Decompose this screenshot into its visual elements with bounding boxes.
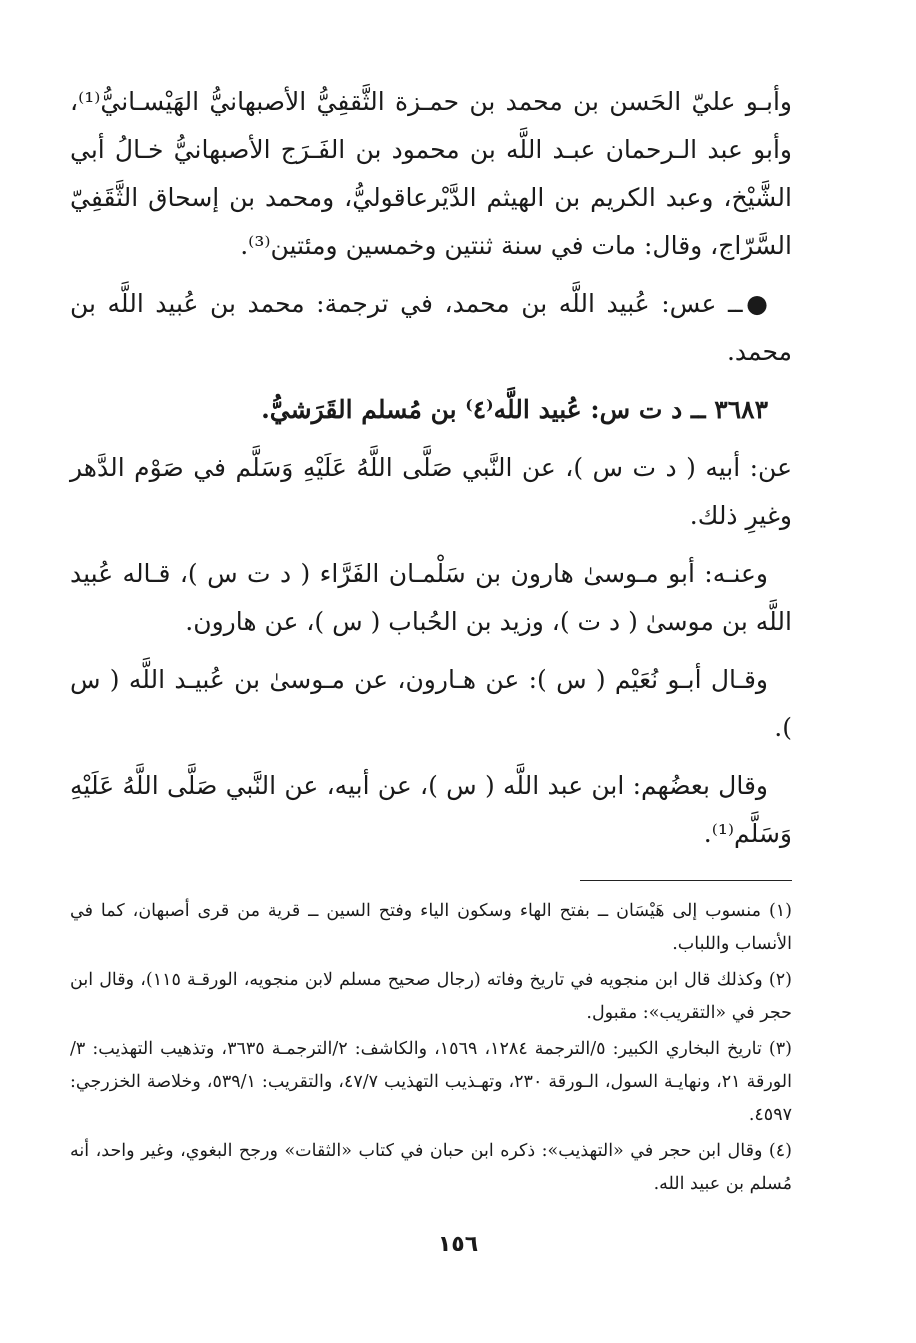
footnote-2 xyxy=(70,964,792,1030)
footnote-4 xyxy=(70,1135,792,1201)
footnote-text: وكذلك قال ابن منجويه في تاريخ وفاته (رجال صحيح مسلم لابن منجويه، الورقـة ١١٥)، وقال ابن حجر في «التقريب»: مقبول. xyxy=(70,970,792,1023)
entry-heading: ٣٦٨٣ ــ د ت س: عُبيد اللَّه⁽٤⁾ بن مُسلم القَرَشيُّ. xyxy=(261,395,768,424)
page-number: ١٥٦ xyxy=(437,1232,479,1257)
footnote-number: (٢) xyxy=(768,970,792,990)
page-body xyxy=(70,78,792,1204)
main-text xyxy=(70,78,792,858)
footnotes xyxy=(70,895,792,1201)
footnote-1 xyxy=(70,895,792,961)
footnote-text: وقال ابن حجر في «التهذيب»: ذكره ابن حبان في كتاب «الثقات» ورجح البغوي، وغير واحد، أنه مُسلم بن عبيد الله. xyxy=(70,1141,792,1194)
footnote-separator xyxy=(580,880,792,881)
paragraph-narrated-from: عن: أبيه ( د ت س )، عن النَّبي صَلَّى اللَّهُ عَلَيْهِ وَسَلَّم في صَوْم الدَّهر وغيرِ ذلك. xyxy=(70,453,792,530)
footnote-number: (٣) xyxy=(768,1039,792,1059)
paragraph-continuation: وأبـو عليّ الحَسن بن محمد بن حمـزة الثَّقفِيُّ الأصبهانيُّ الهَيْسـانيُّ⁽¹⁾، وأبو عبد الـرحمان عبـد اللَّه بن محمود بن الفَـرَج الأصبهانيُّ خـالُ أبي الشَّيْخ، وعبد الكريم بن الهيثم الدَّيْرعاقوليُّ، ومحمد بن إسحاق الثَّقَفِيّ السَّرّاج، وقال: مات في سنة ثنتين وخمسين ومئتين⁽³⁾. xyxy=(70,87,792,260)
paragraph-cross-reference: ●ــ عس: عُبيد اللَّه بن محمد، في ترجمة: محمد بن عُبيد اللَّه بن محمد. xyxy=(70,289,792,366)
footnote-number: (٤) xyxy=(768,1141,792,1161)
paragraph-narrated-by: وعنـه: أبو مـوسىٰ هارون بن سَلْمـان الفَرَّاء ( د ت س )، قـاله عُبيد اللَّه بن موسىٰ ( د ت )، وزيد بن الحُباب ( س )، عن هارون. xyxy=(70,559,792,636)
footnote-3 xyxy=(70,1033,792,1132)
footnote-text: تاريخ البخاري الكبير: ٥/الترجمة ١٢٨٤، ١٥٦٩، والكاشف: ٢/الترجمـة ٣٦٣٥، وتذهيب التهذيب: ٣/الورقة ٢١، ونهايـة السول، الـورقة ٢٣٠، وتهـذيب التهذيب ٤٧/٧، والتقريب: ٥٣٩/١، وخلاصة الخزرجي: ٤٥٩٧. xyxy=(70,1039,792,1125)
footnote-number: (١) xyxy=(768,901,792,921)
paragraph-abu-nuaym: وقـال أبـو نُعَيْم ( س ): عن هـارون، عن مـوسىٰ بن عُبيـد اللَّه ( س ). xyxy=(70,665,792,742)
paragraph-some-said: وقال بعضُهم: ابن عبد اللَّه ( س )، عن أبيه، عن النَّبي صَلَّى اللَّهُ عَلَيْهِ وَسَلَّم⁽¹⁾. xyxy=(70,771,792,848)
footnote-text: منسوب إلى هَيْسَان ــ بفتح الهاء وسكون الياء وفتح السين ــ قرية من قرى أصبهان، كما في الأنساب واللباب. xyxy=(70,901,792,954)
